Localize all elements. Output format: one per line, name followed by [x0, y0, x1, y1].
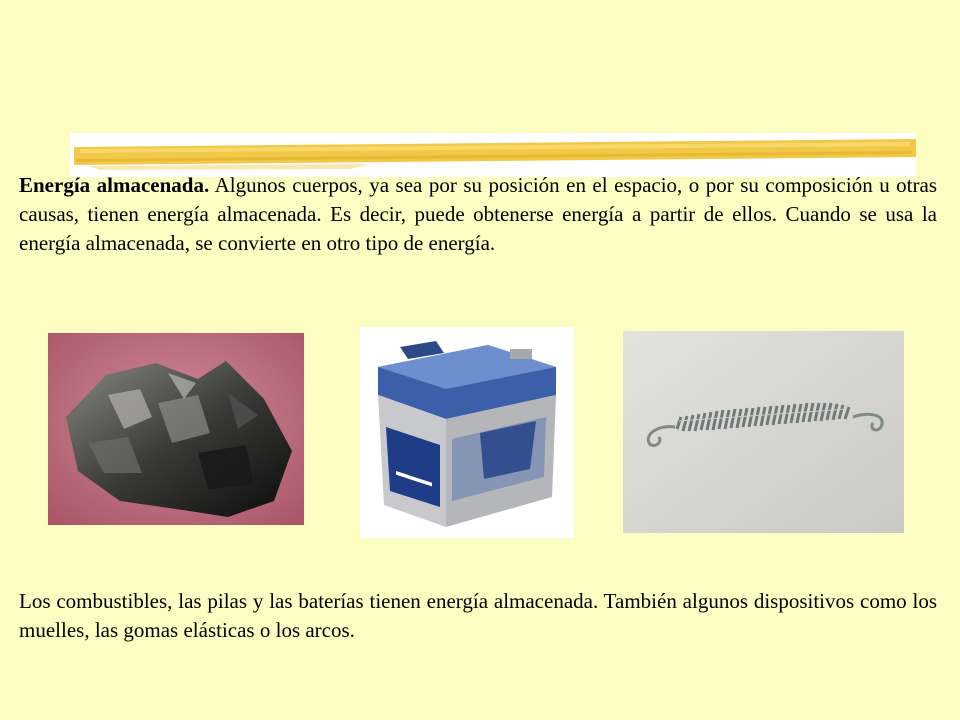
stored-energy-paragraph: [19, 171, 937, 258]
spring-image: [623, 331, 904, 533]
stored-energy-heading: Energía almacenada.: [19, 173, 210, 197]
fuels-paragraph: Los combustibles, las pilas y las baterías tienen energía almacenada. También algunos dispositivos como los muelles, las gomas elásticas o los arcos.: [19, 589, 937, 642]
coal-image: [48, 333, 304, 525]
battery-label-decoration: ▬▬▬: [396, 463, 432, 490]
battery-image: [360, 327, 574, 538]
stored-energy-text: Algunos cuerpos, ya sea por su posición en el espacio, o por su composición u otras causas, tienen energía almacenada. Es decir, puede obtenerse energía a partir de ellos. Cuando se usa la energía almacenada, se convierte en otro tipo de energía.: [19, 173, 937, 255]
